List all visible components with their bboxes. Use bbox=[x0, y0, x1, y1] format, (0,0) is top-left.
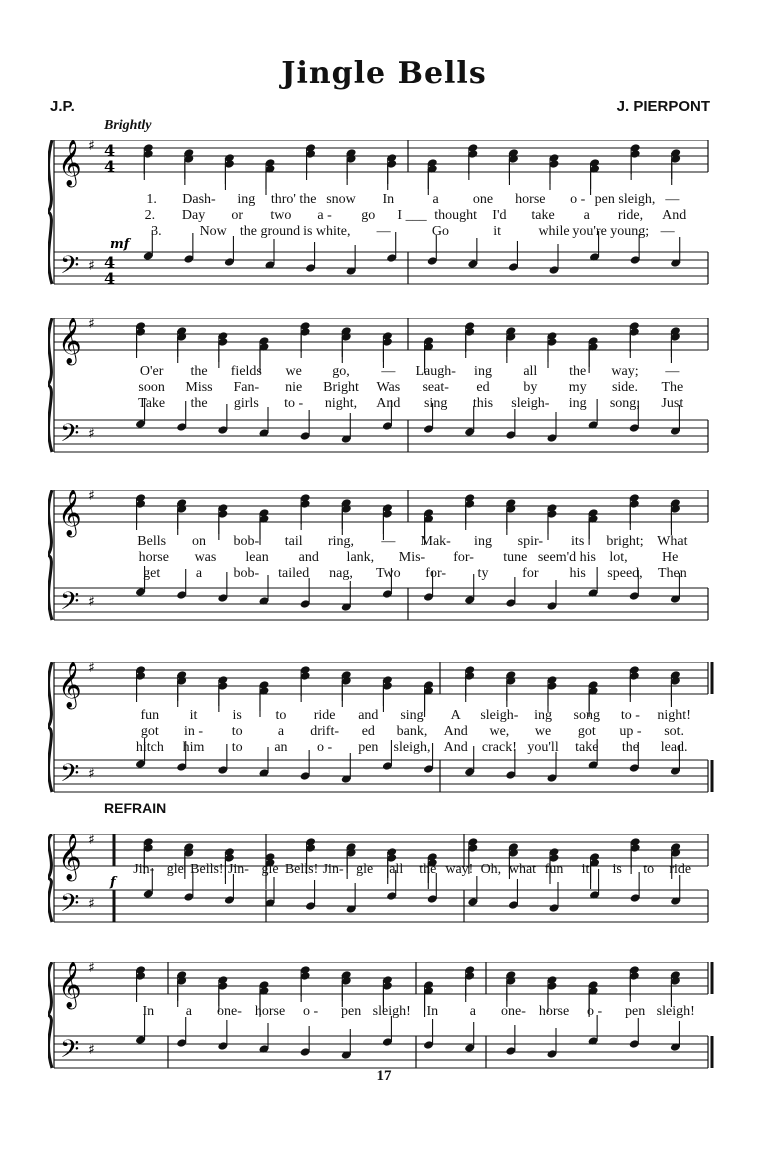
lyric-syllable: tail bbox=[284, 534, 303, 549]
lyric-syllable: Day bbox=[181, 208, 206, 223]
music-system bbox=[48, 662, 716, 808]
treble-clef-icon: 𝄞 bbox=[58, 834, 82, 880]
lyric-syllable: gle bbox=[356, 862, 374, 877]
lyric-syllable: we bbox=[534, 724, 552, 739]
lyric-syllable: you'll bbox=[527, 740, 559, 755]
key-signature-sharp-icon: ♯ bbox=[88, 318, 95, 332]
lyric-syllable: O'er bbox=[139, 364, 164, 379]
treble-clef-icon: 𝄞 bbox=[58, 662, 82, 708]
lyric-syllable: a bbox=[277, 724, 285, 739]
lyric-syllable: lot, bbox=[609, 550, 628, 565]
ending-1-label bbox=[112, 962, 125, 963]
lyric-syllable: an bbox=[274, 740, 288, 755]
lyric-syllable: go bbox=[361, 208, 376, 223]
lyric-syllable: gle bbox=[166, 862, 184, 877]
key-signature-sharp-icon: ♯ bbox=[88, 426, 95, 442]
lyric-syllable: is bbox=[232, 708, 242, 723]
lyric-syllable: was bbox=[194, 550, 217, 565]
lyric-syllable: hitch bbox=[135, 740, 164, 755]
key-signature-sharp-icon: ♯ bbox=[88, 662, 95, 676]
lyric-line bbox=[48, 364, 716, 380]
time-signature-bottom: 4 bbox=[104, 157, 116, 176]
lyric-syllable: ride bbox=[669, 862, 692, 877]
lyric-syllable: And bbox=[662, 208, 687, 223]
lyric-syllable: And bbox=[376, 396, 401, 411]
lyric-syllable: song; bbox=[609, 396, 641, 411]
lyric-syllable: Jin- bbox=[133, 862, 155, 877]
lyric-syllable: a bbox=[195, 566, 203, 581]
lyric-syllable: ing bbox=[237, 192, 256, 207]
lyric-syllable: horse bbox=[254, 1004, 286, 1019]
lyric-syllable: it bbox=[493, 224, 502, 239]
lyric-syllable: horse bbox=[138, 550, 169, 565]
dynamic-marking: f bbox=[110, 875, 116, 890]
lyric-syllable: girls bbox=[233, 396, 259, 411]
page-number: 17 bbox=[376, 1068, 392, 1084]
lyric-syllable: fun bbox=[140, 708, 160, 723]
lyric-syllable: way! bbox=[445, 862, 474, 877]
lyric-syllable: sleigh- bbox=[480, 708, 519, 723]
staff-graphics bbox=[48, 962, 716, 1084]
music-system bbox=[48, 490, 716, 636]
song-title: Jingle Bells bbox=[281, 56, 487, 91]
key-signature-sharp-icon: ♯ bbox=[88, 834, 95, 848]
bass-clef-icon: 𝄢 bbox=[60, 889, 80, 924]
lyric-syllable: him bbox=[182, 740, 205, 755]
lyric-syllable: — bbox=[665, 364, 680, 379]
lyric-syllable: the bbox=[621, 740, 640, 755]
tempo-marking: Brightly bbox=[104, 118, 152, 133]
lyric-syllable: ing bbox=[568, 396, 587, 411]
lyric-syllable: Dash- bbox=[182, 192, 216, 207]
bass-staff bbox=[54, 1036, 708, 1068]
lyric-syllable: one bbox=[472, 192, 494, 207]
lyric-syllable: ing bbox=[474, 364, 492, 379]
lyric-syllable: Mis- bbox=[398, 550, 426, 565]
lyric-line bbox=[48, 208, 716, 224]
key-signature-sharp-icon: ♯ bbox=[88, 140, 95, 154]
lyric-line bbox=[48, 550, 716, 566]
lyric-syllable: one- bbox=[216, 1004, 242, 1019]
lyric-syllable: ed bbox=[476, 380, 490, 395]
lyric-syllable: spir- bbox=[517, 534, 544, 549]
lyric-syllable: go, bbox=[332, 364, 350, 379]
bass-staff bbox=[54, 760, 708, 792]
lyric-syllable: sleigh- bbox=[511, 396, 550, 411]
lyric-syllable: What bbox=[657, 534, 688, 549]
lyric-syllable: In bbox=[426, 1004, 439, 1019]
lyric-syllable: lank, bbox=[346, 550, 375, 565]
key-signature-sharp-icon: ♯ bbox=[88, 896, 95, 912]
lyric-syllable: all bbox=[389, 862, 404, 877]
lyric-syllable: In bbox=[142, 1004, 155, 1019]
bass-clef-icon: 𝄢 bbox=[60, 759, 80, 794]
lyric-syllable: is white, bbox=[303, 224, 351, 239]
lyric-syllable: we, bbox=[489, 724, 510, 739]
lyric-syllable: this bbox=[472, 396, 494, 411]
lyric-syllable: to bbox=[231, 724, 243, 739]
lyric-syllable: pen bbox=[625, 1004, 646, 1019]
lyric-syllable: Jin- bbox=[227, 862, 249, 877]
lyric-syllable: it bbox=[189, 708, 198, 723]
lyric-syllable: bright; bbox=[606, 534, 644, 549]
music-system bbox=[48, 834, 716, 938]
lyric-syllable: a bbox=[469, 1004, 476, 1019]
time-signature-top: 4 bbox=[104, 253, 116, 272]
bass-clef-icon: 𝄢 bbox=[60, 419, 80, 454]
key-signature-sharp-icon: ♯ bbox=[88, 766, 95, 782]
lyric-syllable: ride, bbox=[617, 208, 644, 223]
lyric-syllable: o - bbox=[586, 1004, 603, 1019]
composer-credit: J. PIERPONT bbox=[616, 98, 710, 115]
lyric-syllable: in - bbox=[184, 724, 204, 739]
lyric-syllable: Bright bbox=[323, 380, 359, 395]
lyric-syllable: ty bbox=[477, 566, 489, 581]
lyric-syllable: a bbox=[583, 208, 590, 223]
lyric-syllable: way; bbox=[611, 364, 639, 379]
key-signature-sharp-icon: ♯ bbox=[88, 1042, 95, 1058]
lyric-syllable: Laugh- bbox=[415, 364, 456, 379]
lyric-syllable: sleigh! bbox=[372, 1004, 411, 1019]
lyric-line bbox=[48, 1004, 716, 1020]
lyric-syllable: you're young; bbox=[572, 224, 650, 239]
lyric-syllable: his bbox=[569, 566, 586, 581]
lyric-syllable: my bbox=[568, 380, 587, 395]
treble-clef-icon: 𝄞 bbox=[58, 490, 82, 536]
lyric-syllable: A bbox=[450, 708, 461, 723]
lyric-syllable: ing bbox=[534, 708, 553, 723]
ending-2-label bbox=[424, 962, 437, 963]
lyric-syllable: up - bbox=[619, 724, 642, 739]
lyric-syllable: And bbox=[443, 740, 468, 755]
lyric-syllable: seat- bbox=[422, 380, 449, 395]
dynamic-marking: mf bbox=[110, 237, 130, 252]
lyric-syllable: — bbox=[376, 224, 391, 239]
lyric-syllable: The bbox=[661, 380, 684, 395]
lyric-syllable: bob- bbox=[233, 534, 260, 549]
lyric-syllable: bank, bbox=[396, 724, 428, 739]
lyric-syllable: Go bbox=[431, 224, 449, 239]
lyric-syllable: got bbox=[140, 724, 159, 739]
lyric-syllable: pen sleigh, bbox=[594, 192, 656, 207]
lyric-syllable: Mak- bbox=[420, 534, 451, 549]
lyric-syllable: bob- bbox=[233, 566, 260, 581]
lyric-syllable: Was bbox=[376, 380, 401, 395]
music-system bbox=[48, 962, 716, 1084]
lyric-syllable: — bbox=[381, 534, 396, 549]
lyric-syllable: to bbox=[643, 862, 655, 877]
lyric-syllable: or bbox=[231, 208, 244, 223]
lyric-syllable: Oh, bbox=[480, 862, 502, 877]
lyric-syllable: the bbox=[190, 364, 208, 379]
lyric-syllable: Then bbox=[657, 566, 687, 581]
treble-clef-icon: 𝄞 bbox=[58, 318, 82, 364]
lyric-syllable: while bbox=[538, 224, 570, 239]
lyric-syllable: lead. bbox=[660, 740, 688, 755]
lyric-syllable: sot. bbox=[664, 724, 685, 739]
lyric-syllable: o - bbox=[317, 740, 333, 755]
lyric-line bbox=[48, 534, 716, 550]
lyric-syllable: sing bbox=[423, 396, 448, 411]
lyric-line bbox=[48, 740, 716, 756]
lyric-line bbox=[48, 708, 716, 724]
lyric-syllable: pen bbox=[358, 740, 379, 755]
lyric-syllable: to bbox=[231, 740, 243, 755]
lyric-syllable: its bbox=[571, 534, 585, 549]
lyric-syllable: He bbox=[662, 550, 679, 565]
bass-staff bbox=[54, 588, 708, 620]
treble-clef-icon: 𝄞 bbox=[58, 962, 82, 1008]
lyric-line bbox=[48, 224, 716, 240]
lyric-syllable: fields bbox=[230, 364, 262, 379]
lyric-syllable: — bbox=[665, 192, 680, 207]
lyric-syllable: 3. bbox=[151, 224, 162, 239]
lyric-syllable: Two bbox=[375, 566, 401, 581]
lyric-syllable: the ground bbox=[239, 224, 301, 239]
lyric-syllable: it bbox=[581, 862, 590, 877]
lyric-syllable: horse bbox=[515, 192, 546, 207]
lyric-line bbox=[48, 192, 716, 208]
lyric-syllable: all bbox=[523, 364, 538, 379]
lyricist-credit: J.P. bbox=[50, 98, 75, 115]
lyric-syllable: — bbox=[381, 364, 396, 379]
lyric-syllable: night, bbox=[324, 396, 358, 411]
lyric-syllable: the bbox=[569, 364, 587, 379]
lyric-syllable: sleigh! bbox=[656, 1004, 695, 1019]
bass-clef-icon: 𝄢 bbox=[60, 251, 80, 286]
lyric-syllable: we bbox=[285, 364, 302, 379]
lyric-syllable: thought bbox=[434, 208, 478, 223]
bass-clef-icon: 𝄢 bbox=[60, 1035, 80, 1070]
lyric-syllable: drift- bbox=[310, 724, 339, 739]
lyric-syllable: a bbox=[185, 1004, 192, 1019]
lyric-syllable: side. bbox=[611, 380, 639, 395]
lyric-syllable: horse bbox=[538, 1004, 570, 1019]
lyric-syllable: And bbox=[443, 724, 468, 739]
lyric-line bbox=[48, 396, 716, 412]
lyric-syllable: and bbox=[298, 550, 319, 565]
lyric-syllable: 2. bbox=[144, 208, 156, 223]
treble-clef-icon: 𝄞 bbox=[58, 140, 82, 186]
lyric-syllable: Just bbox=[661, 396, 684, 411]
lyric-syllable: to bbox=[275, 708, 287, 723]
time-signature-bottom: 4 bbox=[104, 269, 116, 288]
lyric-syllable: one- bbox=[500, 1004, 526, 1019]
lyric-syllable: o - bbox=[302, 1004, 319, 1019]
lyric-syllable: In bbox=[382, 192, 395, 207]
lyric-syllable: Bells! bbox=[284, 862, 319, 877]
lyric-syllable: ring, bbox=[327, 534, 355, 549]
lyric-syllable: I'd bbox=[492, 208, 507, 223]
music-system bbox=[48, 318, 716, 468]
time-signature-top: 4 bbox=[104, 141, 116, 160]
key-signature-sharp-icon: ♯ bbox=[88, 962, 95, 976]
lyric-syllable: for- bbox=[453, 550, 474, 565]
lyric-syllable: soon bbox=[138, 380, 165, 395]
lyric-syllable: for- bbox=[425, 566, 447, 581]
lyric-syllable: for bbox=[522, 566, 539, 581]
key-signature-sharp-icon: ♯ bbox=[88, 594, 95, 610]
lyric-syllable: Miss bbox=[185, 380, 213, 395]
lyric-syllable: pen bbox=[341, 1004, 362, 1019]
lyric-syllable: speed, bbox=[607, 566, 643, 581]
lyric-syllable: ride bbox=[313, 708, 336, 723]
lyric-line bbox=[48, 566, 716, 582]
lyric-syllable: on bbox=[192, 534, 206, 549]
lyric-syllable: got bbox=[577, 724, 596, 739]
music-system bbox=[48, 140, 716, 300]
treble-staff bbox=[54, 962, 708, 994]
lyric-syllable: get bbox=[143, 566, 161, 581]
treble-staff bbox=[54, 318, 708, 350]
lyric-syllable: o - bbox=[570, 192, 586, 207]
lyric-syllable: I ___ bbox=[397, 208, 427, 223]
lyric-syllable: tailed bbox=[278, 566, 310, 581]
lyric-syllable: Fan- bbox=[233, 380, 260, 395]
lyric-syllable: to - bbox=[284, 396, 304, 411]
lyric-syllable: a - bbox=[317, 208, 332, 223]
lyric-syllable: take bbox=[575, 740, 599, 755]
treble-staff bbox=[54, 140, 708, 172]
lyric-syllable: fun bbox=[544, 862, 564, 877]
lyric-syllable: ing bbox=[474, 534, 492, 549]
refrain-label: REFRAIN bbox=[104, 800, 167, 816]
lyric-syllable: — bbox=[660, 224, 675, 239]
lyric-syllable: and bbox=[358, 708, 379, 723]
lyric-line bbox=[48, 380, 716, 396]
system-brace bbox=[48, 834, 52, 922]
lyric-syllable: gle bbox=[261, 862, 279, 877]
lyric-syllable: nag, bbox=[329, 566, 353, 581]
bass-staff bbox=[54, 420, 708, 452]
lyric-syllable: is bbox=[612, 862, 622, 877]
lyric-syllable: Now bbox=[199, 224, 227, 239]
lyric-syllable: sing bbox=[400, 708, 424, 723]
lyric-syllable: song bbox=[573, 708, 600, 723]
lyric-syllable: the bbox=[419, 862, 437, 877]
lyric-syllable: Bells bbox=[137, 534, 167, 549]
lyric-syllable: Bells! bbox=[190, 862, 224, 877]
lyric-syllable: what bbox=[508, 862, 537, 877]
key-signature-sharp-icon: ♯ bbox=[88, 258, 95, 274]
lyric-syllable: two bbox=[270, 208, 292, 223]
lyric-syllable: tune bbox=[503, 550, 528, 565]
lyric-syllable: a bbox=[432, 192, 439, 207]
lyric-syllable: 1. bbox=[146, 192, 157, 207]
treble-staff bbox=[54, 662, 708, 694]
lyric-syllable: snow bbox=[326, 192, 356, 207]
lyric-syllable: thro' the bbox=[270, 192, 317, 207]
staff-graphics bbox=[48, 834, 716, 938]
lyric-syllable: crack! bbox=[481, 740, 517, 755]
key-signature-sharp-icon: ♯ bbox=[88, 490, 95, 504]
bass-clef-icon: 𝄢 bbox=[60, 587, 80, 622]
lyric-syllable: Take bbox=[138, 396, 166, 411]
lyric-syllable: lean bbox=[245, 550, 269, 565]
lyric-syllable: seem'd his bbox=[537, 550, 596, 565]
lyric-line bbox=[48, 724, 716, 740]
lyric-syllable: ed bbox=[361, 724, 375, 739]
lyric-line bbox=[48, 862, 716, 878]
lyric-syllable: to - bbox=[620, 708, 640, 723]
treble-staff bbox=[54, 490, 708, 522]
lyric-syllable: sleigh, bbox=[393, 740, 431, 755]
lyric-syllable: the bbox=[190, 396, 208, 411]
lyric-syllable: by bbox=[523, 380, 538, 395]
lyric-syllable: take bbox=[531, 208, 555, 223]
lyric-syllable: night! bbox=[657, 708, 691, 723]
lyric-syllable: Jin- bbox=[322, 862, 344, 877]
lyric-syllable: nie bbox=[285, 380, 303, 395]
